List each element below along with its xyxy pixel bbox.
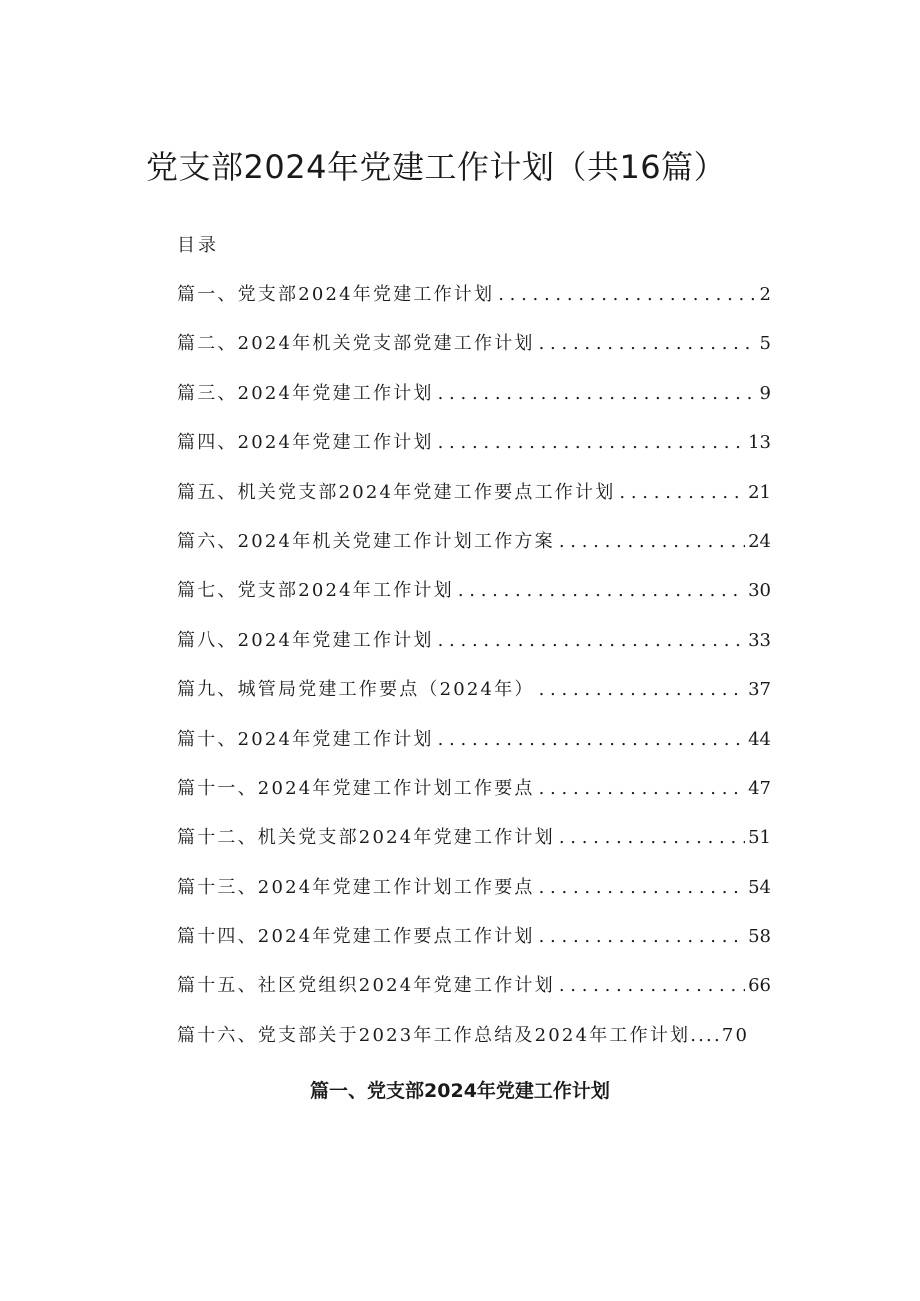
toc-leader-dots — [438, 428, 745, 458]
toc-page-number: 30 — [748, 580, 771, 602]
toc-entry[interactable] — [177, 428, 771, 477]
toc-page-number: 5 — [759, 333, 771, 355]
toc-page-number: 51 — [748, 827, 771, 849]
toc-leader-dots — [559, 823, 745, 853]
toc-entry-title: 篇八、2024年党建工作计划 — [177, 629, 434, 651]
toc-leader-dots — [559, 971, 745, 1001]
toc-entry[interactable] — [177, 379, 771, 428]
toc-entry-title: 篇五、机关党支部2024年党建工作要点工作计划 — [177, 481, 616, 503]
document-title: 党支部2024年党建工作计划（共16篇） — [146, 148, 727, 186]
toc-leader-dots — [539, 873, 745, 903]
toc-entry[interactable] — [177, 774, 771, 823]
toc-leader-dots — [498, 280, 756, 310]
toc-page-number: 47 — [748, 777, 771, 799]
toc-entry-title: 篇二、2024年机关党支部党建工作计划 — [177, 333, 535, 355]
toc-entry[interactable] — [177, 329, 771, 378]
section-heading: 篇一、党支部2024年党建工作计划 — [310, 1080, 610, 1102]
toc-entry[interactable] — [177, 873, 771, 922]
table-of-contents — [177, 280, 771, 1070]
toc-page-number: 21 — [748, 481, 771, 503]
toc-page-number: 58 — [748, 926, 771, 948]
toc-leader-dots — [559, 527, 745, 557]
toc-entry-title: 篇十二、机关党支部2024年党建工作计划 — [177, 827, 555, 849]
toc-entry[interactable] — [177, 478, 771, 527]
toc-leader-dots — [438, 626, 745, 656]
toc-entry[interactable] — [177, 626, 771, 675]
toc-entry-title: 篇十五、社区党组织2024年党建工作计划 — [177, 975, 555, 997]
toc-entry-title: 篇三、2024年党建工作计划 — [177, 382, 434, 404]
toc-entry-title: 篇七、党支部2024年工作计划 — [177, 580, 454, 602]
toc-entry-title: 篇十一、2024年党建工作计划工作要点 — [177, 777, 535, 799]
toc-entry-title: 篇九、城管局党建工作要点（2024年） — [177, 679, 535, 701]
toc-leader-dots — [438, 379, 757, 409]
toc-entry[interactable] — [177, 675, 771, 724]
toc-entry[interactable] — [177, 922, 771, 971]
toc-entry-title: 篇十四、2024年党建工作要点工作计划 — [177, 926, 535, 948]
toc-entry-title: 篇一、党支部2024年党建工作计划 — [177, 284, 495, 305]
toc-page-number: 33 — [748, 629, 771, 651]
toc-page-number: 13 — [748, 432, 771, 454]
toc-leader-dots — [539, 774, 745, 804]
toc-entry[interactable] — [177, 1021, 771, 1070]
toc-page-number: 44 — [748, 728, 771, 750]
toc-page-number: 9 — [759, 382, 771, 404]
toc-leader-dots — [458, 576, 745, 606]
toc-entry-title: 篇四、2024年党建工作计划 — [177, 432, 434, 454]
toc-leader-dots — [539, 675, 745, 705]
toc-entry-title: 篇十、2024年党建工作计划 — [177, 728, 434, 750]
toc-page-number: 2 — [759, 284, 771, 305]
toc-entry-title: 篇六、2024年机关党建工作计划工作方案 — [177, 530, 555, 552]
toc-entry[interactable] — [177, 725, 771, 774]
toc-heading: 目录 — [177, 235, 219, 256]
toc-entry-title: 篇十六、党支部关于2023年工作总结及2024年工作计划....70 — [177, 1024, 750, 1046]
toc-page-number: 66 — [748, 975, 771, 997]
toc-entry-title: 篇十三、2024年党建工作计划工作要点 — [177, 876, 535, 898]
toc-leader-dots — [619, 478, 745, 508]
toc-page-number: 24 — [748, 530, 771, 552]
toc-leader-dots — [539, 922, 745, 952]
toc-leader-dots — [539, 329, 757, 359]
toc-entry[interactable] — [177, 280, 771, 329]
toc-page-number: 37 — [748, 679, 771, 701]
toc-page-number: 54 — [748, 876, 771, 898]
toc-leader-dots — [438, 725, 745, 755]
toc-entry[interactable] — [177, 576, 771, 625]
toc-entry[interactable] — [177, 971, 771, 1020]
toc-entry[interactable] — [177, 823, 771, 872]
toc-entry[interactable] — [177, 527, 771, 576]
